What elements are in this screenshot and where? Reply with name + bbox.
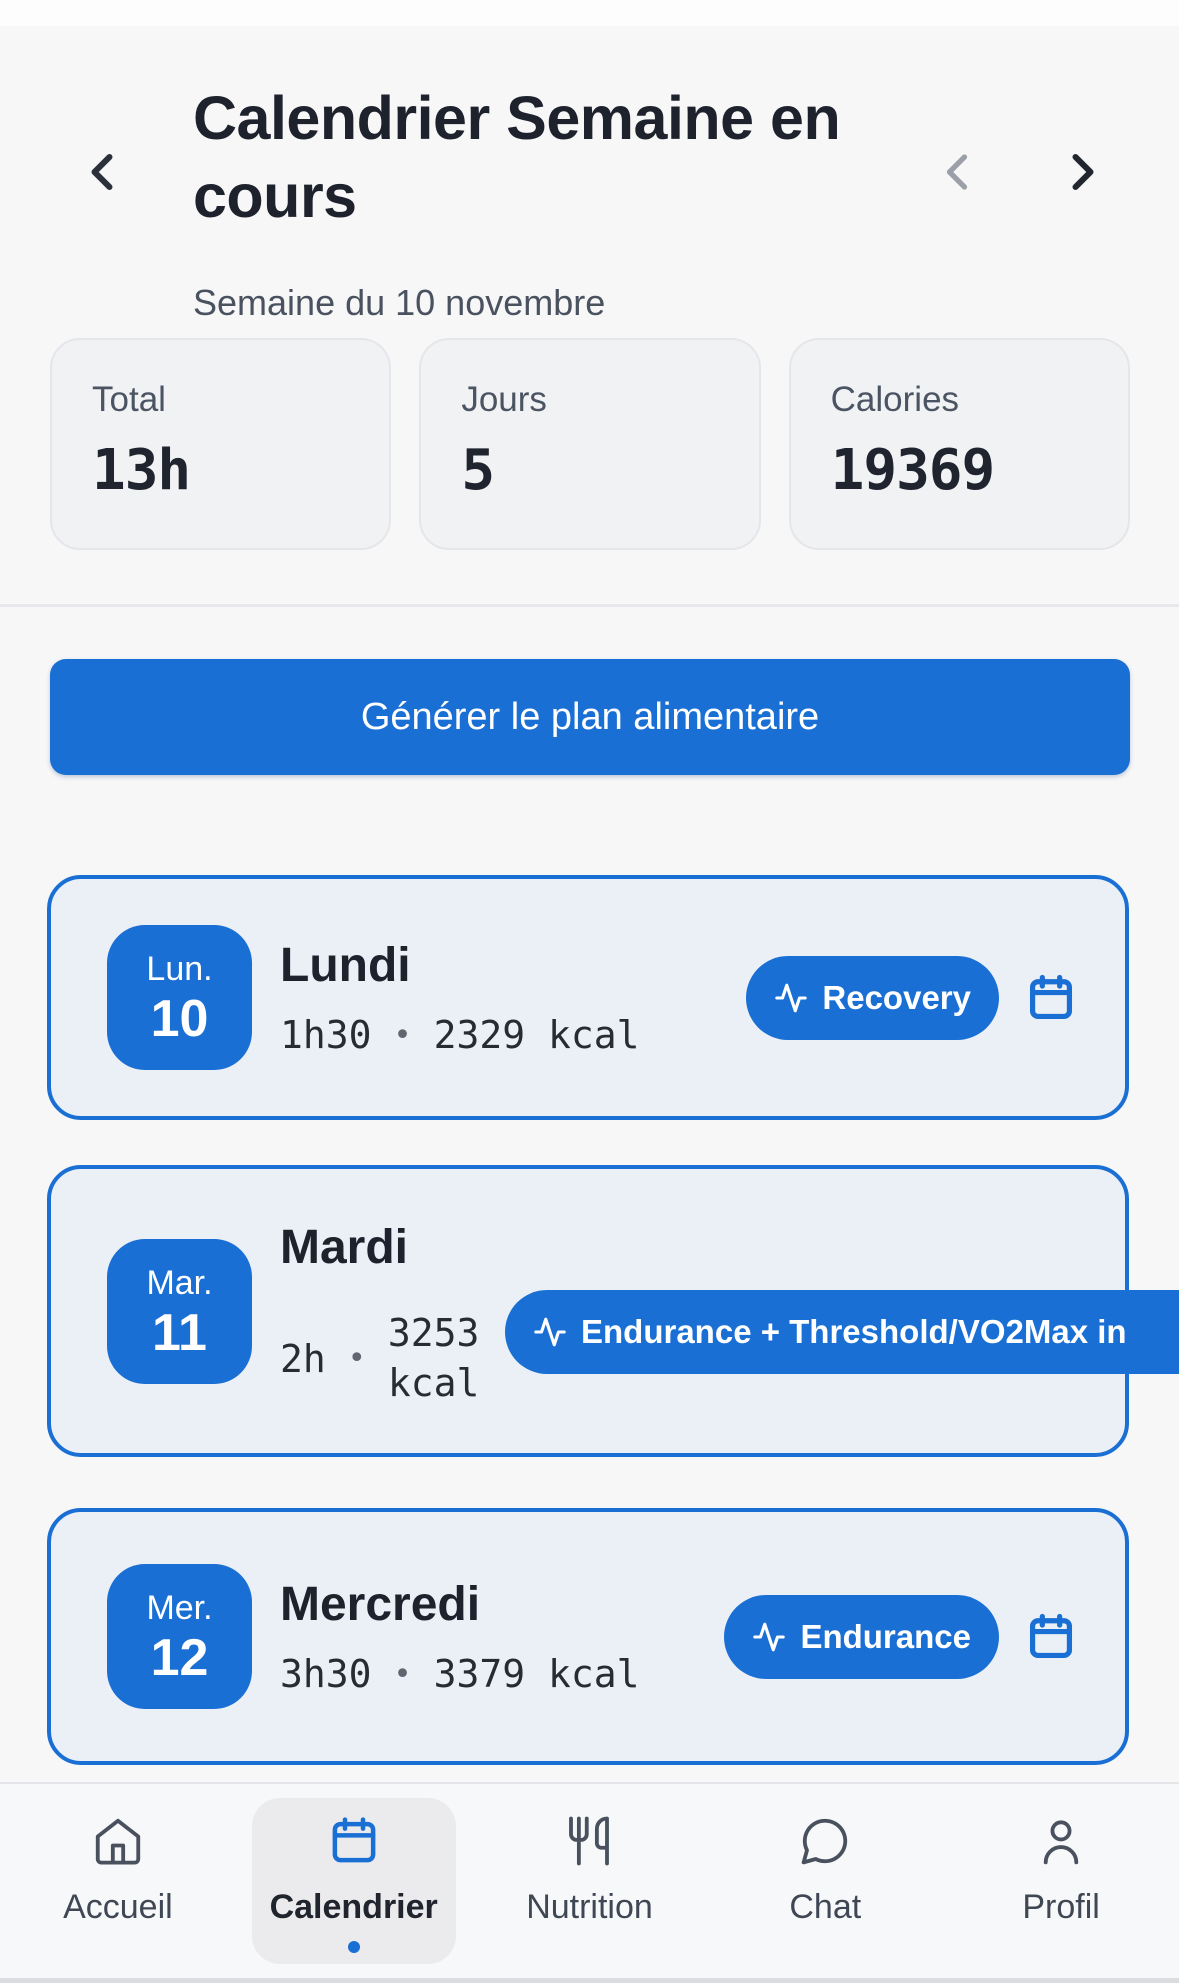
- day-stats: [280, 1013, 746, 1057]
- workout-badge[interactable]: [746, 956, 999, 1040]
- calendar-icon: [327, 1814, 381, 1868]
- stat-label: Calories: [830, 380, 960, 419]
- stat-label: Total: [92, 380, 166, 419]
- workout-label: Endurance: [800, 1617, 971, 1655]
- day-abbr: Mar.: [146, 1263, 213, 1302]
- date-chip: [107, 1564, 252, 1709]
- nav-item-nutrition[interactable]: [472, 1784, 708, 1983]
- chevron-right-icon: [1053, 142, 1113, 202]
- screen-bottom-edge: [0, 1978, 1179, 1983]
- stat-value: 13h: [92, 438, 191, 503]
- utensils-icon: [562, 1814, 616, 1868]
- day-name: Mardi: [280, 1221, 409, 1275]
- day-name: Lundi: [280, 939, 411, 992]
- dot-separator: •: [393, 1656, 412, 1692]
- workout-badge[interactable]: [724, 1595, 999, 1679]
- chevron-left-icon: [72, 142, 132, 202]
- workout-badge[interactable]: [505, 1290, 1179, 1374]
- day-duration: 3h30: [280, 1652, 372, 1696]
- nav-item-calendrier[interactable]: [236, 1784, 472, 1983]
- day-calories: 2329 kcal: [433, 1013, 640, 1057]
- day-abbr: Mer.: [146, 1589, 213, 1627]
- day-calories: 3253 kcal: [387, 1311, 480, 1405]
- activity-icon: [533, 1315, 567, 1349]
- section-divider: [0, 604, 1179, 607]
- week-stats-row: [50, 338, 1130, 550]
- day-duration: 2h: [280, 1336, 326, 1381]
- open-day-calendar-button[interactable]: [1025, 1611, 1077, 1663]
- stat-value: 19369: [830, 438, 995, 503]
- day-info: [280, 1577, 724, 1696]
- week-subtitle: Semaine du 10 novembre: [193, 282, 606, 323]
- page-title: Calendrier Semaine en cours: [193, 83, 841, 230]
- stat-card-calories: [789, 338, 1130, 550]
- back-button[interactable]: [72, 142, 132, 202]
- day-calories: 3379 kcal: [433, 1652, 640, 1696]
- dot-separator: •: [393, 1017, 412, 1053]
- chevron-left-icon: [927, 142, 987, 202]
- chat-bubble-icon: [798, 1814, 852, 1868]
- stat-card-jours: [419, 338, 760, 550]
- day-card-list: [47, 875, 1129, 1765]
- day-card-mercredi[interactable]: [47, 1508, 1129, 1765]
- home-icon: [91, 1814, 145, 1868]
- day-stats: [280, 1652, 724, 1696]
- bottom-navigation: [0, 1782, 1179, 1983]
- day-duration: 1h30: [280, 1013, 372, 1057]
- stat-label: Jours: [461, 380, 547, 419]
- generate-meal-plan-button[interactable]: Générer le plan alimentaire: [50, 659, 1130, 775]
- date-chip: [107, 925, 252, 1070]
- user-icon: [1034, 1814, 1088, 1868]
- day-number: 11: [152, 1303, 207, 1362]
- nav-item-chat[interactable]: [707, 1784, 943, 1983]
- workout-label: Endurance + Threshold/VO2Max in: [581, 1313, 1127, 1350]
- week-navigation: [927, 142, 1113, 202]
- calendar-icon: [1025, 1611, 1077, 1663]
- stat-card-total: [50, 338, 391, 550]
- active-tab-dot: [348, 1941, 360, 1953]
- previous-week-button[interactable]: [927, 142, 987, 202]
- day-number: 10: [150, 990, 209, 1048]
- nav-item-profil[interactable]: [943, 1784, 1179, 1983]
- nav-label: Profil: [1022, 1888, 1100, 1926]
- calendar-icon: [1025, 972, 1077, 1024]
- day-card-lundi[interactable]: [47, 875, 1129, 1120]
- dot-separator: •: [347, 1341, 366, 1376]
- day-name: Mercredi: [280, 1578, 481, 1631]
- day-info: [280, 938, 746, 1057]
- open-day-calendar-button[interactable]: [1025, 972, 1077, 1024]
- workout-label: Recovery: [822, 978, 971, 1016]
- nav-label: Chat: [789, 1888, 862, 1926]
- activity-icon: [774, 981, 808, 1015]
- date-chip: [107, 1239, 252, 1384]
- next-week-button[interactable]: [1053, 142, 1113, 202]
- nav-item-accueil[interactable]: [0, 1784, 236, 1983]
- day-number: 12: [150, 1629, 209, 1687]
- day-card-mardi[interactable]: [47, 1165, 1129, 1457]
- nav-label: Calendrier: [269, 1888, 438, 1926]
- nav-label: Nutrition: [526, 1888, 653, 1926]
- stat-value: 5: [461, 438, 495, 503]
- activity-icon: [752, 1620, 786, 1654]
- status-bar-strip: [0, 0, 1179, 26]
- day-abbr: Lun.: [146, 950, 213, 988]
- nav-label: Accueil: [63, 1888, 173, 1926]
